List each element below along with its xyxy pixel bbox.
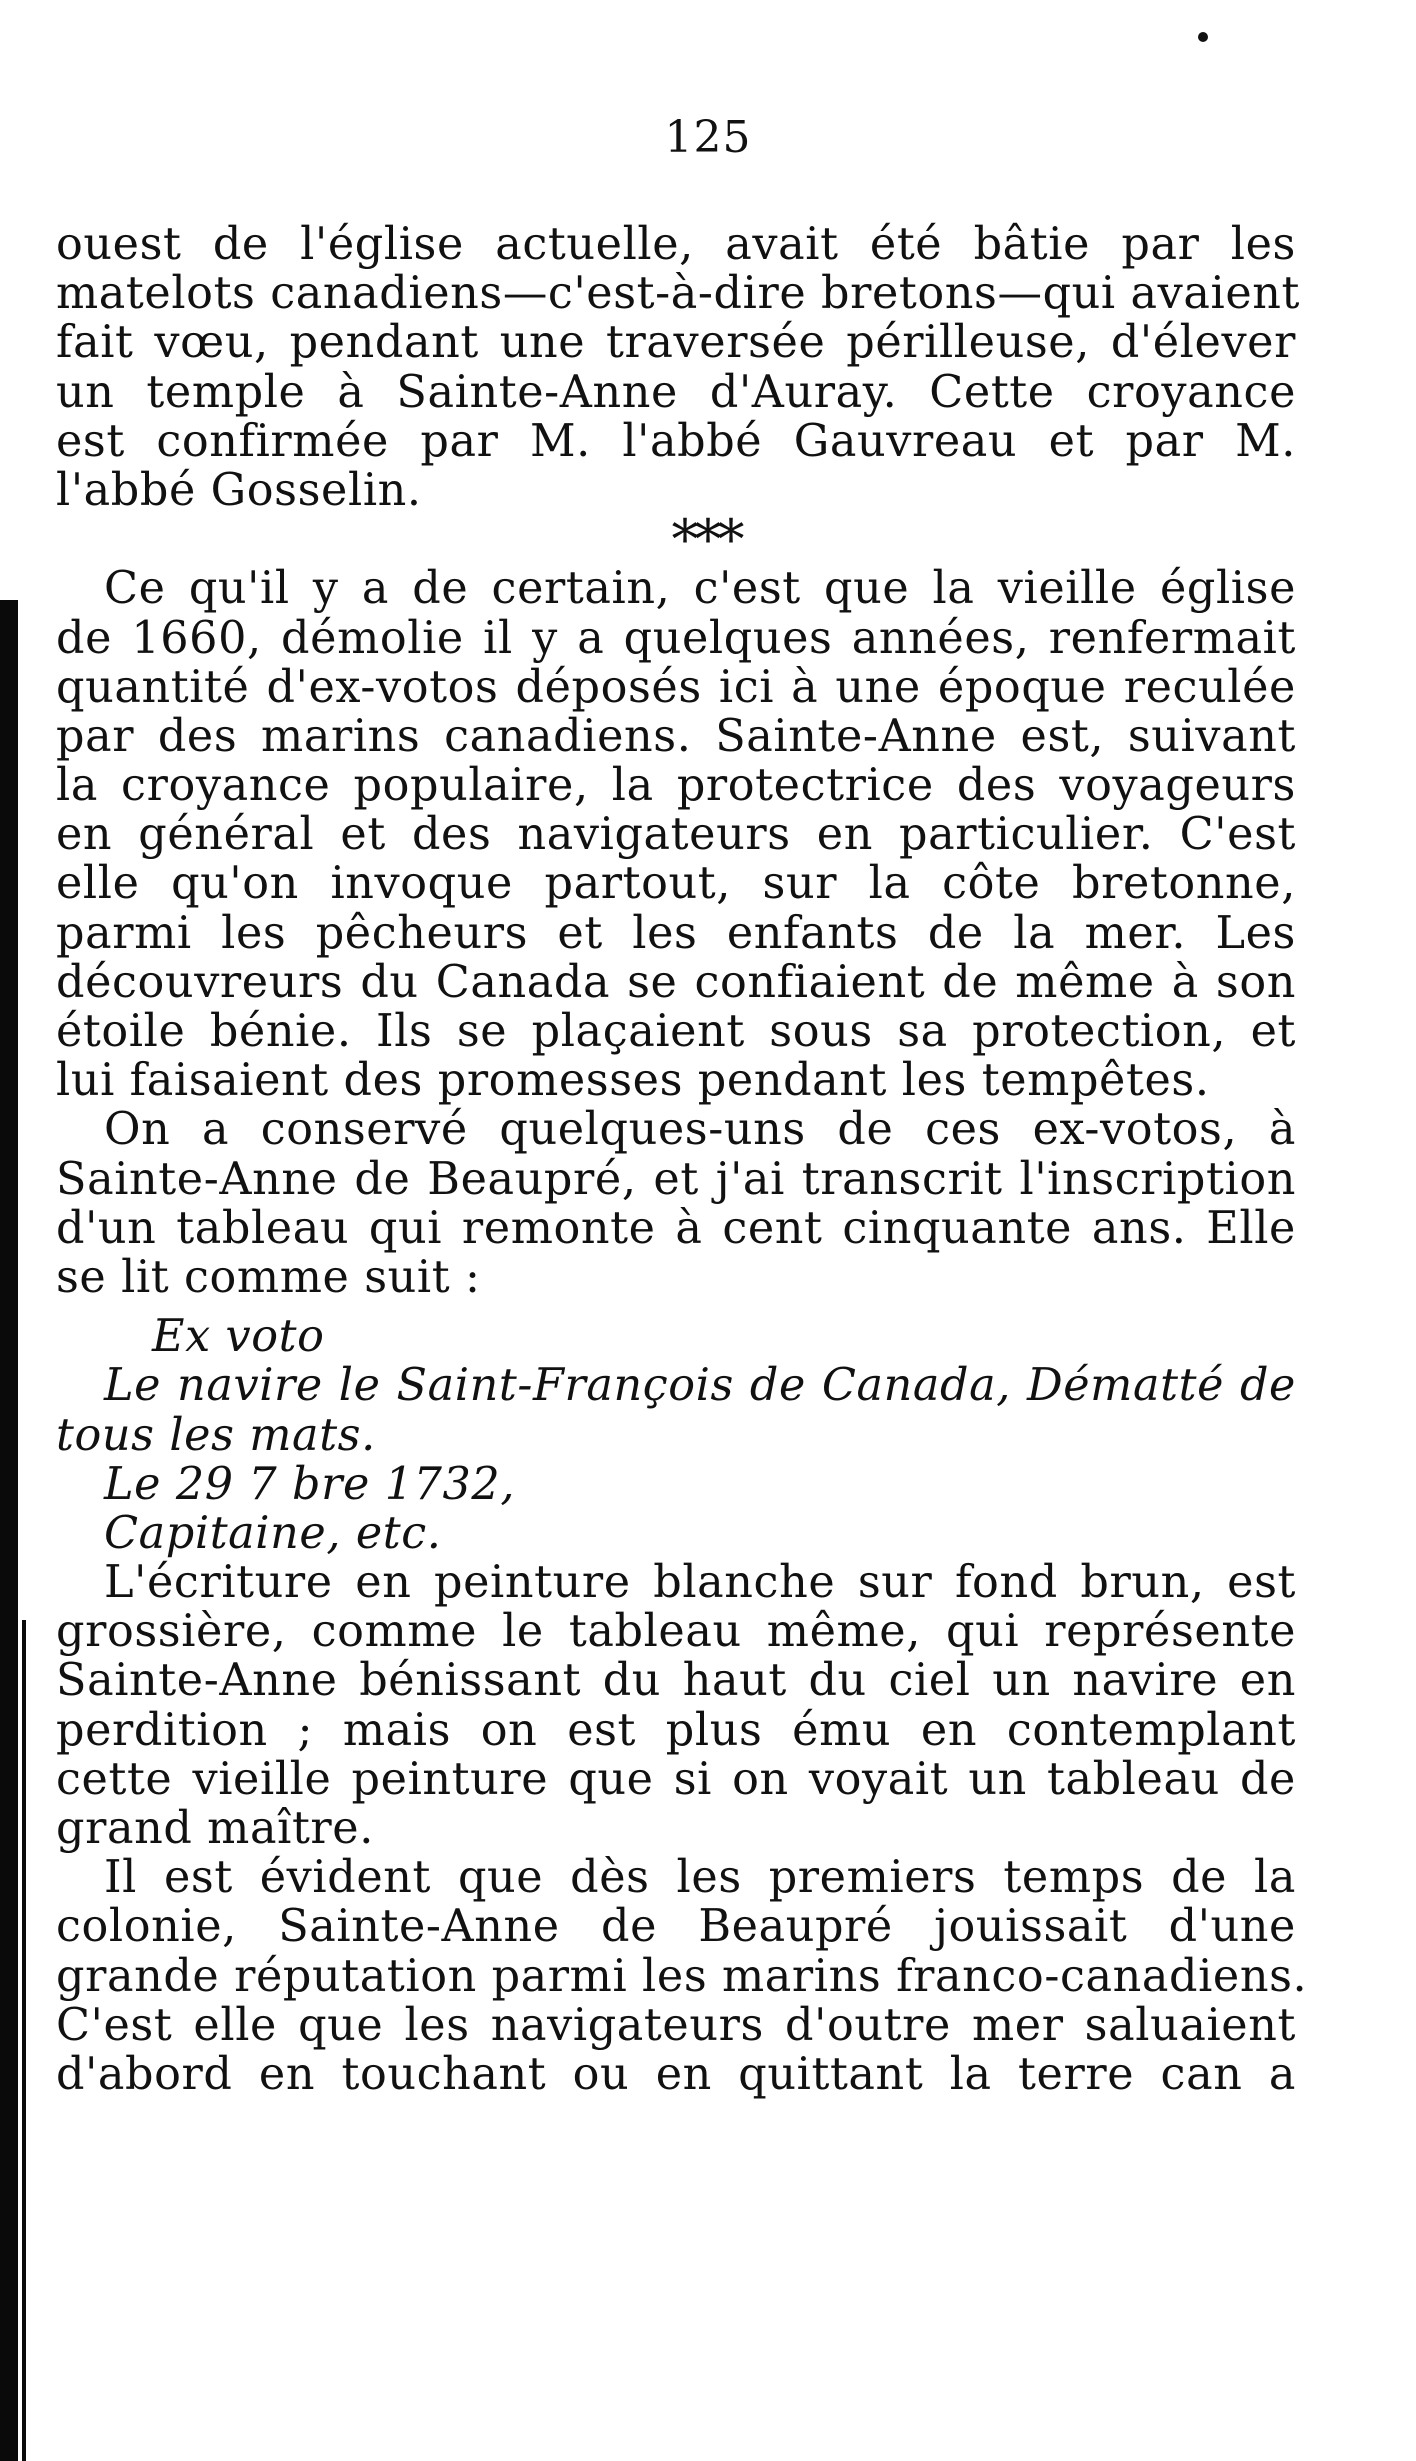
text-line: parmi les pêcheurs et les enfants de la mer. Les [56, 907, 1296, 959]
inscription-line: Ex voto [152, 1311, 325, 1363]
text-line: en général et des navigateurs en particulier. C'est [56, 809, 1296, 861]
text-line: Ce qu'il y a de certain, c'est que la vieille église [104, 563, 1296, 615]
text-line: grand maître. [56, 1803, 374, 1854]
text-line: la croyance populaire, la protectrice des voyageurs [56, 760, 1296, 812]
text-line: l'abbé Gosselin. [56, 464, 422, 516]
text-line: Sainte-Anne de Beaupré, et j'ai transcrit l'inscription [56, 1153, 1296, 1205]
text-line: C'est elle que les navigateurs d'outre mer saluaient [56, 1999, 1296, 2051]
text-line: de 1660, démolie il y a quelques années, renfermait [56, 612, 1296, 664]
text-line: On a conservé quelques-uns de ces ex-votos, à [104, 1104, 1296, 1156]
text-line: Il est évident que dès les premiers temps de la [104, 1852, 1296, 1904]
text-line: d'un tableau qui remonte à cent cinquante ans. Elle [56, 1202, 1296, 1254]
inscription-line: tous les mats. [56, 1409, 376, 1461]
text-line: se lit comme suit : [56, 1251, 481, 1303]
text-line: cette vieille peinture que si on voyait un tableau de [56, 1753, 1296, 1805]
text-line: Sainte-Anne bénissant du haut du ciel un navire en [56, 1655, 1296, 1707]
text-line: grande réputation parmi les marins franco-canadiens. [56, 1950, 1308, 2002]
text-line: lui faisaient des promesses pendant les tempêtes. [56, 1055, 1210, 1107]
text-line: fait vœu, pendant une traversée périlleuse, d'élever [56, 317, 1296, 369]
text-line: colonie, Sainte-Anne de Beaupré jouissait d'une [56, 1901, 1296, 1953]
scan-binding-edge-inner [22, 1620, 26, 2461]
text-line: matelots canadiens—c'est-à-dire bretons—qui avaient [56, 268, 1301, 320]
inscription-line: Le 29 7 bre 1732, [104, 1458, 516, 1510]
body-text [56, 219, 1308, 2100]
text-line: ouest de l'église actuelle, avait été bâtie par les [56, 219, 1296, 270]
inscription-line: Capitaine, etc. [104, 1507, 442, 1559]
text-line: perdition ; mais on est plus ému en contemplant [56, 1704, 1296, 1756]
ink-dot [1198, 32, 1208, 42]
text-line: d'abord en touchant ou en quittant la terre can a [56, 2048, 1296, 2100]
text-line: quantité d'ex-votos déposés ici à une époque reculée [56, 661, 1296, 713]
text-line: grossière, comme le tableau même, qui représente [56, 1606, 1296, 1658]
text-line: découvreurs du Canada se confiaient de même à son [56, 956, 1296, 1008]
text-line: elle qu'on invoque partout, sur la côte bretonne, [56, 858, 1296, 910]
inscription-line: Le navire le Saint-François de Canada, Dématté de [104, 1360, 1296, 1412]
text-line: étoile bénie. Ils se plaçaient sous sa protection, et [56, 1006, 1296, 1057]
page-number: 125 [664, 112, 752, 163]
text-line: par des marins canadiens. Sainte-Anne est, suivant [56, 710, 1296, 762]
text-line: un temple à Sainte-Anne d'Auray. Cette croyance [56, 366, 1296, 418]
section-separator: *** [671, 508, 741, 572]
scan-binding-edge [0, 600, 18, 2461]
text-line: est confirmée par M. l'abbé Gauvreau et par M. [56, 415, 1296, 467]
text-line: L'écriture en peinture blanche sur fond brun, est [104, 1557, 1296, 1609]
